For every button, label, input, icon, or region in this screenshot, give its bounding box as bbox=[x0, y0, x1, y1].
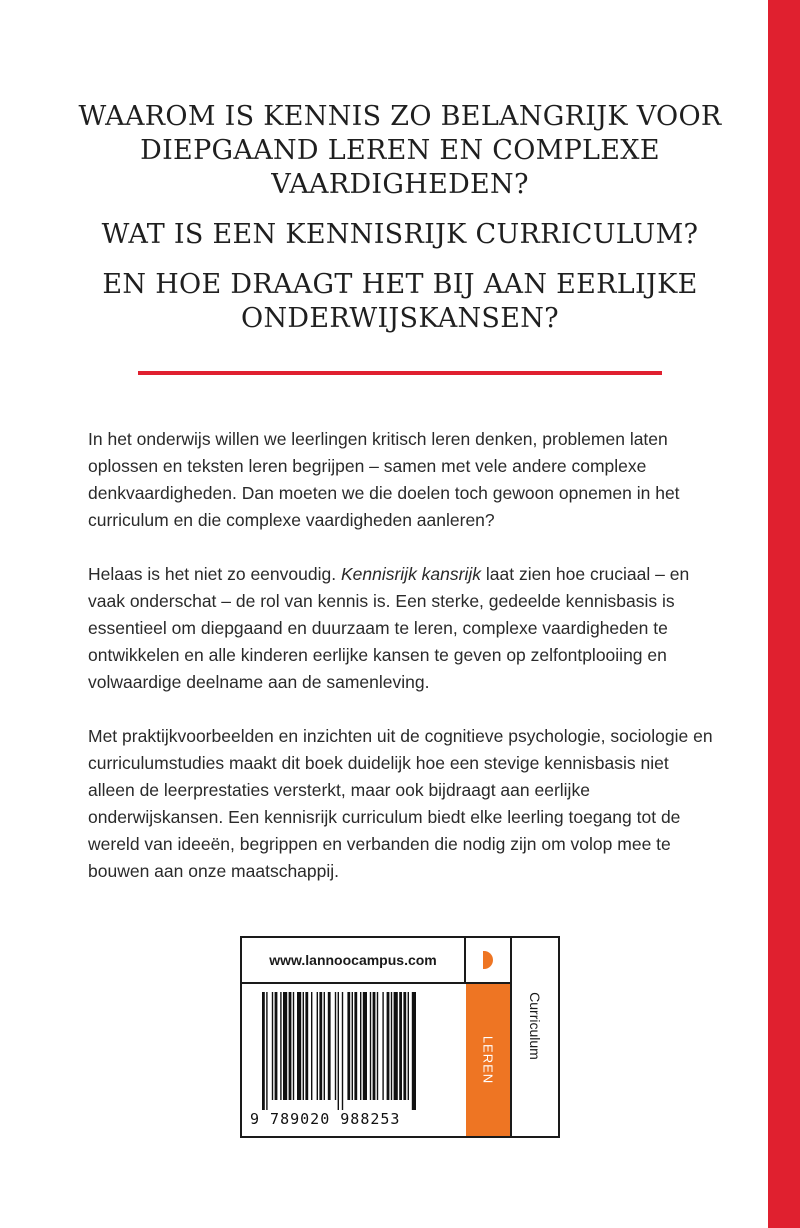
publisher-logo bbox=[466, 938, 512, 984]
barcode-bar bbox=[373, 992, 376, 1100]
barcode-bar bbox=[399, 992, 402, 1100]
question-1: WAAROM IS KENNIS ZO BELANGRIJK VOOR DIEPGAAND LEREN EN COMPLEXE VAARDIGHEDEN? bbox=[78, 101, 722, 200]
barcode-bar bbox=[280, 992, 281, 1100]
blurb-paragraph-3: Met praktijkvoorbeelden en inzichten uit de cognitieve psychologie, sociologie en curriculumstudies maakt dit boek duidelijk hoe een stevige kennisbasis niet alleen de leerprestaties versterkt, maar ook bijdraagt aan eerlijke onderwijskansen. Een kennisrijk curriculum biedt elke leerling toegang tot de wereld van ideeën, begrippen en verbanden die nodig zijn om volop mee te bouwen aan onze maatschappij. bbox=[88, 726, 713, 881]
barcode-bar bbox=[338, 992, 339, 1110]
barcode-bars bbox=[250, 992, 458, 1110]
barcode-bar bbox=[293, 992, 294, 1100]
barcode-bar bbox=[303, 992, 304, 1100]
key-questions bbox=[60, 100, 740, 352]
barcode-bar bbox=[370, 992, 371, 1100]
barcode-bar bbox=[324, 992, 325, 1100]
barcode-bar bbox=[305, 992, 308, 1100]
subject-label-cell bbox=[512, 938, 558, 1136]
series-label-cell bbox=[466, 984, 512, 1136]
barcode-bar bbox=[408, 992, 409, 1100]
question-2: WAT IS EEN KENNISRIJK CURRICULUM? bbox=[101, 219, 699, 250]
isbn-barcode bbox=[250, 992, 458, 1132]
barcode-bar bbox=[328, 992, 331, 1100]
barcode-bar bbox=[297, 992, 301, 1100]
barcode-bar bbox=[352, 992, 353, 1100]
isbn-digits: 9 789020 988253 bbox=[250, 1110, 401, 1128]
barcode-bar bbox=[387, 992, 390, 1100]
red-divider bbox=[138, 371, 662, 375]
barcode-bar bbox=[382, 992, 383, 1100]
barcode-bar bbox=[275, 992, 278, 1100]
barcode-bar bbox=[317, 992, 318, 1100]
barcode-bar bbox=[342, 992, 343, 1110]
barcode-block bbox=[240, 936, 560, 1138]
series-label: LEREN bbox=[480, 1035, 496, 1085]
barcode-bar bbox=[403, 992, 406, 1100]
subject-label: Curriculum bbox=[527, 992, 543, 1060]
lannoo-half-circle-icon bbox=[483, 951, 493, 969]
barcode-bar bbox=[289, 992, 292, 1100]
barcode-bar bbox=[394, 992, 398, 1100]
barcode-bar bbox=[262, 992, 265, 1110]
publisher-url: www.lannoocampus.com bbox=[242, 938, 466, 984]
barcode-bar bbox=[363, 992, 367, 1100]
book-title: Kennisrijk kansrijk bbox=[340, 564, 481, 584]
barcode-bar bbox=[266, 992, 267, 1110]
blurb bbox=[88, 426, 720, 912]
barcode-bar bbox=[391, 992, 392, 1100]
barcode-bar bbox=[412, 992, 416, 1110]
barcode-bar bbox=[354, 992, 357, 1100]
barcode-bar bbox=[283, 992, 287, 1100]
barcode-bar bbox=[319, 992, 322, 1100]
red-spine-bar bbox=[768, 0, 800, 1228]
question-3: EN HOE DRAAGT HET BIJ AAN EERLIJKE ONDERWIJSKANSEN? bbox=[102, 269, 698, 334]
barcode-bar bbox=[272, 992, 273, 1100]
blurb-paragraph-1: In het onderwijs willen we leerlingen kritisch leren denken, problemen laten oplossen en teksten leren begrijpen – samen met vele andere complexe denkvaardigheden. Dan moeten we die doelen toch gewoon opnemen in het curriculum en die complexe vaardigheden aanleren? bbox=[88, 429, 680, 530]
blurb-paragraph-2: Helaas is het niet zo eenvoudig. Kennisrijk kansrijk laat zien hoe cruciaal – en vaak onderschat – de rol van kennis is. Een sterke, gedeelde kennisbasis is essentieel om diepgaand en duurzaam te leren, complexe vaardigheden te ontwikkelen en alle kinderen eerlijke kansen te geven op zelfontplooiing en volwaardige deelname aan de samenleving. bbox=[88, 564, 690, 692]
barcode-bar bbox=[360, 992, 361, 1100]
barcode-bar bbox=[311, 992, 312, 1100]
barcode-bar bbox=[335, 992, 336, 1100]
barcode-bar bbox=[347, 992, 350, 1100]
barcode-bar bbox=[377, 992, 378, 1100]
